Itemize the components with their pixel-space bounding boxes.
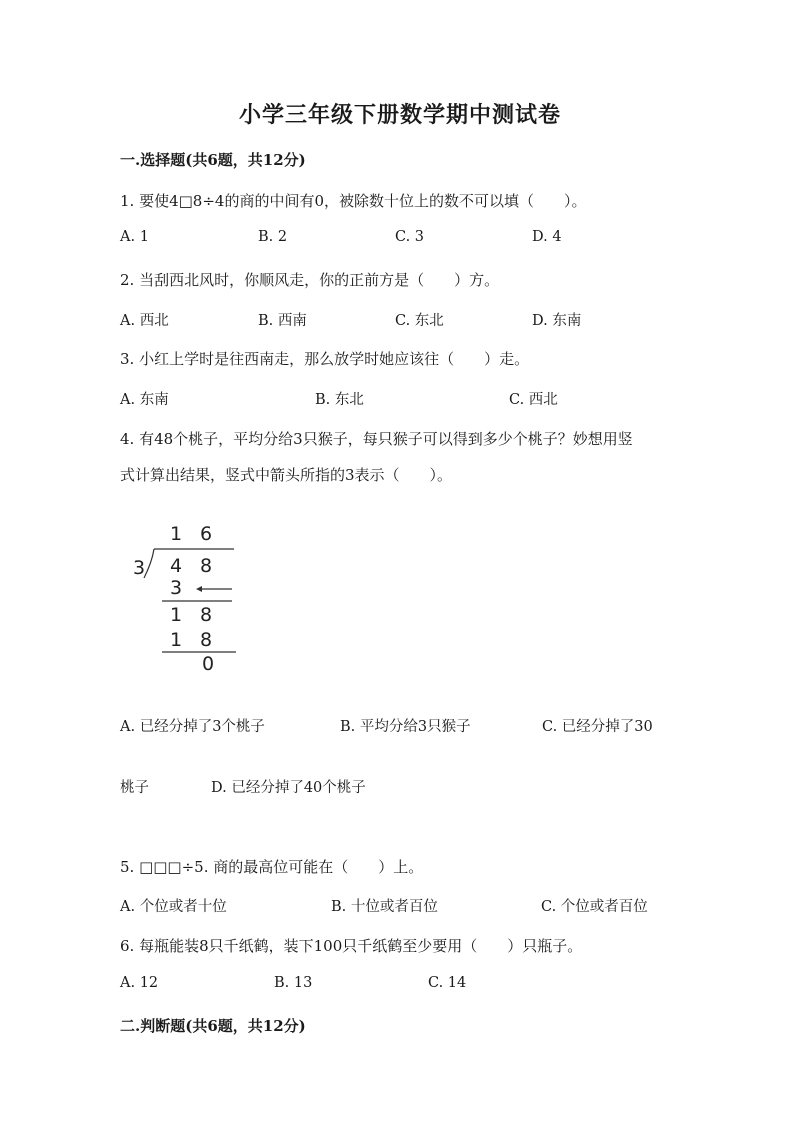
q3-option-b: B. 东北 — [315, 392, 364, 408]
step-product-tens: 1 — [170, 629, 183, 651]
q5-option-c: C. 个位或者百位 — [541, 899, 648, 915]
q3-option-c: C. 西北 — [509, 392, 558, 408]
question-6: 6. 每瓶能装8只千纸鹤，装下100只千纸鹤至少要用（ ）只瓶子。 — [120, 937, 583, 955]
division-bracket — [144, 549, 154, 578]
q2-option-b: B. 西南 — [258, 313, 307, 329]
q5-option-a: A. 个位或者十位 — [120, 899, 227, 915]
q6-option-b: B. 13 — [274, 975, 313, 991]
q4-option-b: B. 平均分给3只猴子 — [340, 719, 471, 735]
q3-option-a: A. 东南 — [120, 392, 169, 408]
quotient-digit-tens: 1 — [170, 523, 183, 545]
step-remainder-ones: 8 — [200, 604, 213, 626]
q1-option-c: C. 3 — [395, 229, 425, 245]
q1-option-a: A. 1 — [120, 229, 149, 245]
question-4-line-1: 4. 有48个桃子，平均分给3只猴子，每只猴子可以得到多少个桃子？妙想用竖 — [120, 430, 633, 448]
final-remainder: 0 — [202, 653, 215, 675]
q4-option-a: A. 已经分掉了3个桃子 — [120, 719, 265, 735]
question-1: 1. 要使4□8÷4的商的中间有0，被除数十位上的数不可以填（ ）。 — [120, 192, 587, 210]
question-4-line-2: 式计算出结果，竖式中箭头所指的3表示（ ）。 — [120, 466, 453, 484]
step-product-3: 3 — [170, 577, 183, 599]
step-remainder-tens: 1 — [170, 604, 183, 626]
question-3: 3. 小红上学时是往西南走，那么放学时她应该往（ ）走。 — [120, 350, 530, 368]
question-5: 5. □□□÷5. 商的最高位可能在（ ）上。 — [120, 858, 424, 876]
question-2: 2. 当刮西北风时，你顺风走，你的正前方是（ ）方。 — [120, 271, 500, 289]
q1-option-d: D. 4 — [532, 229, 562, 245]
divisor: 3 — [133, 557, 146, 579]
q2-option-c: C. 东北 — [395, 313, 444, 329]
q5-option-b: B. 十位或者百位 — [331, 899, 438, 915]
q4-option-c: C. 已经分掉了30 — [542, 719, 653, 735]
q2-option-d: D. 东南 — [532, 313, 582, 329]
q2-option-a: A. 西北 — [120, 313, 169, 329]
q6-option-c: C. 14 — [428, 975, 467, 991]
q4-option-d: D. 已经分掉了40个桃子 — [211, 780, 366, 796]
q4-option-c-continued: 桃子 — [120, 780, 149, 796]
section-heading-choice: 一.选择题(共6题，共12分) — [120, 151, 306, 169]
arrow-head-icon — [196, 586, 202, 592]
dividend-tens: 4 — [170, 555, 183, 577]
long-division-figure — [130, 520, 250, 680]
step-product-ones: 8 — [200, 629, 213, 651]
page-title: 小学三年级下册数学期中测试卷 — [238, 102, 561, 128]
q1-option-b: B. 2 — [258, 229, 288, 245]
quotient-digit-ones: 6 — [200, 523, 213, 545]
dividend-ones: 8 — [200, 555, 213, 577]
q6-option-a: A. 12 — [120, 975, 159, 991]
section-heading-true-false: 二.判断题(共6题，共12分) — [120, 1017, 306, 1035]
